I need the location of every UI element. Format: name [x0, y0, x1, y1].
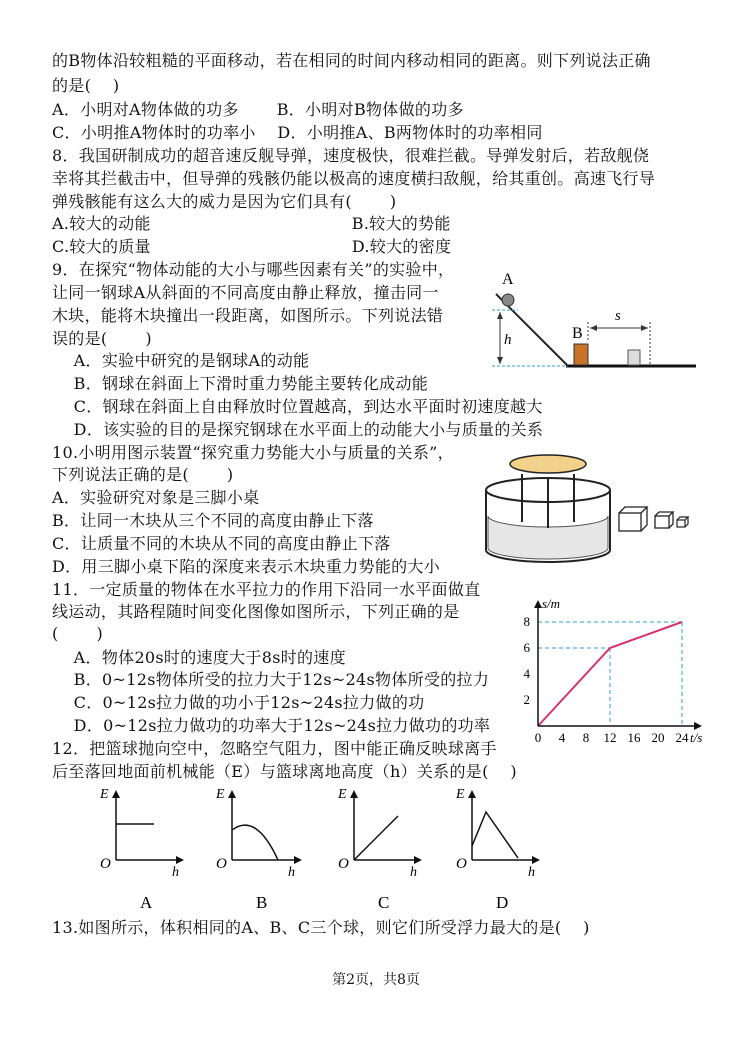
graph-d-e-label: E: [456, 787, 465, 802]
height-arrow-head-down: [497, 357, 503, 364]
chart-x-axis-arrow: [694, 722, 702, 730]
incline-experiment-figure: [478, 262, 710, 380]
text-line: B．0~12s物体所受的拉力大于12s~24s物体所受的拉力: [52, 670, 490, 689]
graph-c-y-arrow: [350, 790, 358, 798]
distance-arrow-head-right: [641, 325, 648, 331]
graph-d-y-arrow: [468, 790, 476, 798]
text-line: 后至落回地面前机械能（E）与篮球离地高度（h）关系的是( ): [52, 762, 517, 781]
text-line: A．小明对A物体做的功多 B．小明对B物体做的功多: [52, 100, 464, 119]
graph-option-d: [455, 787, 540, 912]
text-line: 下列说法正确的是( ): [52, 465, 234, 484]
chart-y-tick-label: 8: [523, 614, 530, 629]
text-line: 让同一钢球A从斜面的不同高度由静止释放，撞击同一: [52, 283, 439, 302]
distance-arrow-head-left: [590, 325, 597, 331]
table-sand-experiment-figure: [478, 448, 710, 576]
chart-x-tick-label: 16: [627, 730, 641, 745]
energy-height-graphs: [92, 782, 572, 914]
chart-x-tick-label: 12: [603, 730, 617, 745]
text-line: D．该实验的目的是探究钢球在水平面上的动能大小与质量的关系: [52, 420, 544, 439]
chart-x-tick-label: 24: [675, 730, 689, 745]
text-line: 13.如图所示，体积相同的A、B、C三个球，则它们所受浮力最大的是( ): [52, 918, 590, 937]
graph-b-curve: [232, 825, 278, 860]
distance-label: s: [615, 308, 621, 324]
graph-d-curve: [472, 812, 518, 858]
large-block-edges: [619, 507, 647, 531]
text-line: 12．把篮球抛向空中，忽略空气阻力，图中能正确反映球离手: [52, 739, 497, 758]
graph-a-h-label: h: [172, 865, 179, 880]
graph-b-option-label: B: [256, 893, 268, 912]
chart-y-tick-label: 2: [523, 692, 530, 707]
graph-b-h-label: h: [288, 865, 295, 880]
graph-option-a: [99, 787, 184, 912]
text-line: A.较大的动能 B.较大的势能: [52, 214, 451, 233]
small-block: [677, 520, 685, 527]
graph-c-option-label: C: [378, 893, 390, 912]
graph-option-c: [337, 787, 422, 912]
text-line: 线运动，其路程随时间变化图像如图所示，下列正确的是: [52, 602, 460, 621]
text-line: 误的是( ): [52, 329, 152, 348]
graph-c-curve: [354, 816, 398, 860]
graph-d-h-label: h: [528, 865, 535, 880]
graph-b-y-arrow: [228, 790, 236, 798]
text-line: 9．在探究“物体动能的大小与哪些因素有关”的实验中，: [52, 260, 455, 279]
text-line: 木块，能将木块撞出一段距离，如图所示。下列说法错: [52, 306, 444, 325]
graph-d-x-arrow: [532, 856, 540, 864]
page-footer: 第2页，共8页: [332, 972, 420, 988]
chart-x-ticks: [535, 730, 689, 745]
graph-a-x-arrow: [176, 856, 184, 864]
text-line: B．让同一木块从三个不同的高度由静止下落: [52, 511, 374, 530]
table-top: [510, 455, 586, 473]
chart-x-tick-label: 4: [558, 730, 566, 745]
graph-d-origin: O: [456, 856, 467, 872]
chart-x-tick-label: 0: [534, 730, 542, 745]
graph-b-origin: O: [216, 856, 227, 872]
text-line: D．0~12s拉力做功的功率大于12s~24s拉力做功的功率: [52, 716, 491, 735]
chart-y-label: s/m: [542, 596, 561, 611]
chart-series-line: [538, 622, 682, 726]
chart-y-tick-label: 4: [523, 666, 530, 681]
graph-a-e-label: E: [100, 787, 109, 802]
text-line: A．实验中研究的是钢球A的动能: [52, 351, 310, 370]
text-line: 11．一定质量的物体在水平拉力的作用下沿同一水平面做直: [52, 580, 481, 599]
text-line: C．0~12s拉力做的功小于12s~24s拉力做的功: [52, 693, 425, 712]
chart-guides: [538, 622, 682, 726]
text-line: A．实验研究对象是三脚小桌: [52, 488, 260, 507]
text-line: A．物体20s时的速度大于8s时的速度: [52, 648, 346, 667]
ball-label: A: [502, 271, 514, 288]
wooden-block: [574, 344, 588, 365]
text-line: 的B物体沿较粗糙的平面移动，若在相同的时间内移动相同的距离。则下列说法正确: [52, 51, 651, 70]
text-line: C.较大的质量 D.较大的密度: [52, 237, 452, 256]
text-line: 8．我国研制成功的超音速反舰导弹，速度极快，很难拦截。导弹发射后，若敌舰侥: [52, 146, 650, 165]
text-line: C．钢球在斜面上自由释放时位置越高，到达水平面时初速度越大: [52, 397, 543, 416]
text-line: D．用三脚小桌下陷的深度来表示木块重力势能的大小: [52, 557, 441, 576]
text-line: C．小明推A物体时的功率小 D．小明推A、B两物体时的功率相同: [52, 123, 543, 142]
distance-time-chart: [508, 588, 708, 750]
graph-c-x-arrow: [414, 856, 422, 864]
height-arrow-head-up: [497, 312, 503, 319]
graph-d-option-label: D: [496, 893, 509, 912]
graph-b-e-label: E: [216, 787, 225, 802]
block-label: B: [572, 325, 583, 342]
graph-a-y-arrow: [112, 790, 120, 798]
height-label: h: [504, 332, 512, 348]
steel-ball: [502, 294, 514, 306]
block-final-position: [628, 350, 640, 365]
chart-x-label: t/s: [690, 730, 703, 745]
graph-c-origin: O: [338, 856, 349, 872]
graph-a-option-label: A: [140, 893, 153, 912]
text-line: C．让质量不同的木块从不同的高度由静止下落: [52, 534, 391, 553]
text-line: 弹残骸能有这么大的威力是因为它们具有( ): [52, 192, 397, 211]
text-line: ( ): [52, 624, 104, 643]
chart-x-tick-label: 20: [651, 730, 665, 745]
chart-x-tick-label: 8: [582, 730, 590, 745]
text-line: 10.小明用图示装置“探究重力势能大小与质量的关系”，: [52, 443, 454, 462]
graph-c-h-label: h: [410, 865, 417, 880]
small-block-edges: [677, 517, 688, 527]
graph-c-e-label: E: [338, 787, 347, 802]
large-block: [619, 513, 641, 531]
text-line: B．钢球在斜面上下滑时重力势能主要转化成动能: [52, 374, 429, 393]
text-line: 的是( ): [52, 76, 120, 95]
graph-a-origin: O: [100, 856, 111, 872]
chart-y-axis-arrow: [534, 600, 542, 608]
graph-b-x-arrow: [294, 856, 302, 864]
text-line: 幸将其拦截击中，但导弹的残骸仍能以极高的速度横扫敌舰，给其重创。高速飞行导: [52, 169, 656, 188]
graph-option-b: [215, 787, 302, 912]
medium-block: [655, 516, 669, 528]
chart-y-ticks: [524, 614, 531, 707]
medium-block-edges: [655, 512, 673, 528]
chart-y-tick-label: 6: [523, 640, 530, 655]
